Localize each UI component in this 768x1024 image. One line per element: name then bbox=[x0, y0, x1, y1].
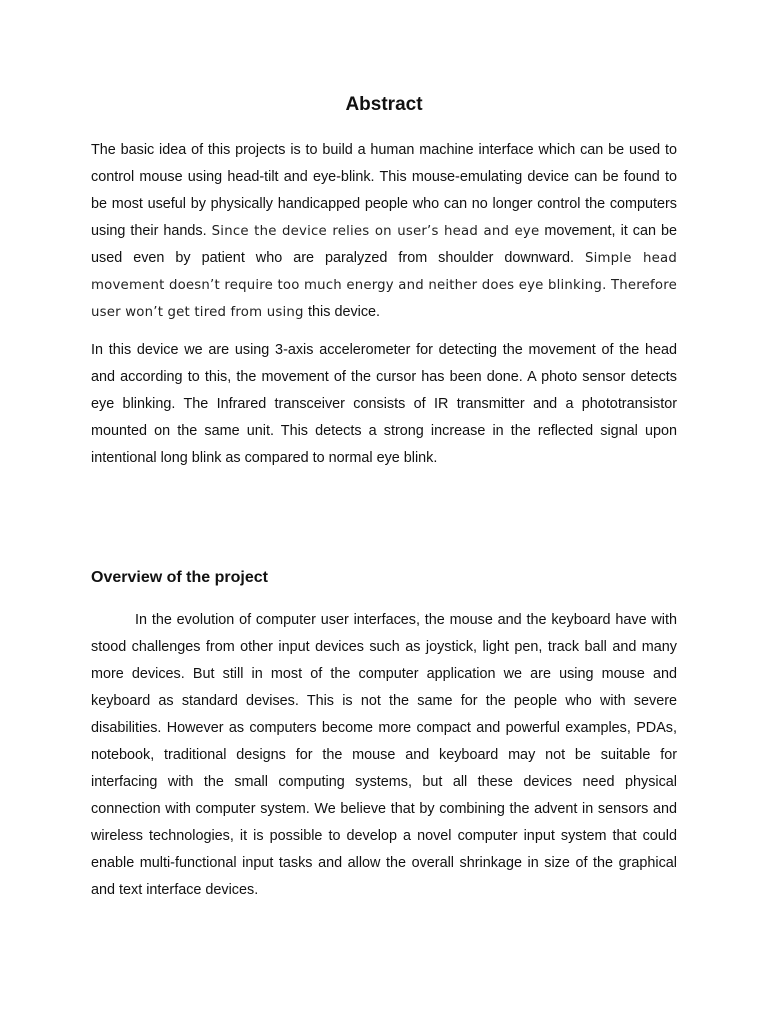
abstract-paragraph-2: In this device we are using 3-axis accelerometer for detecting the movement of the head and according to this, the movement of the cursor has been done. A photo sensor detects eye blinking. The Infrared transceiver consists of IR transmitter and a phototransistor mounted on the same unit. This detects a strong increase in the reflected signal upon intentional long blink as compared to normal eye blink. bbox=[91, 342, 677, 466]
overview-paragraph: In the evolution of computer user interfaces, the mouse and the keyboard have with stood challenges from other input devices such as joystick, light pen, track ball and many more devices. But still in most of the computer application we are using mouse and keyboard as standard devises. This is not the same for the people who with severe disabilities. However as computers become more compact and powerful examples, PDAs, notebook, traditional designs for the mouse and keyboard may not be suitable for interfacing with the small computing systems, but all these devices need physical connection with computer system. We believe that by combining the advent in sensors and wireless technologies, it is possible to develop a novel computer input system that could enable multi-functional input tasks and allow the overall shrinkage in size of the graphical and text interface devices. bbox=[91, 612, 677, 898]
abstract-p1-text-e: this device. bbox=[308, 304, 381, 320]
overview-heading: Overview of the project bbox=[91, 569, 268, 586]
abstract-p1-text-c: movement, it can be used even by patient who are paralyzed from shoulder downward. bbox=[91, 223, 677, 266]
abstract-p1-text-a: The basic idea of this projects is to build a human machine interface which can be used to control mouse using head-tilt and eye-blink. This mouse-emulating device can be found to be most useful by physically handicapped people who can no longer control the computers using their hands. bbox=[91, 142, 677, 239]
abstract-p1-text-d: Simple head movement doesn’t require too much energy and neither does eye blinking. Therefore user won’t get tired from using bbox=[91, 251, 677, 320]
abstract-p1-text-b: Since the device relies on user’s head and eye bbox=[211, 224, 540, 239]
abstract-paragraph-1 bbox=[91, 137, 677, 326]
abstract-title: Abstract bbox=[345, 94, 423, 115]
